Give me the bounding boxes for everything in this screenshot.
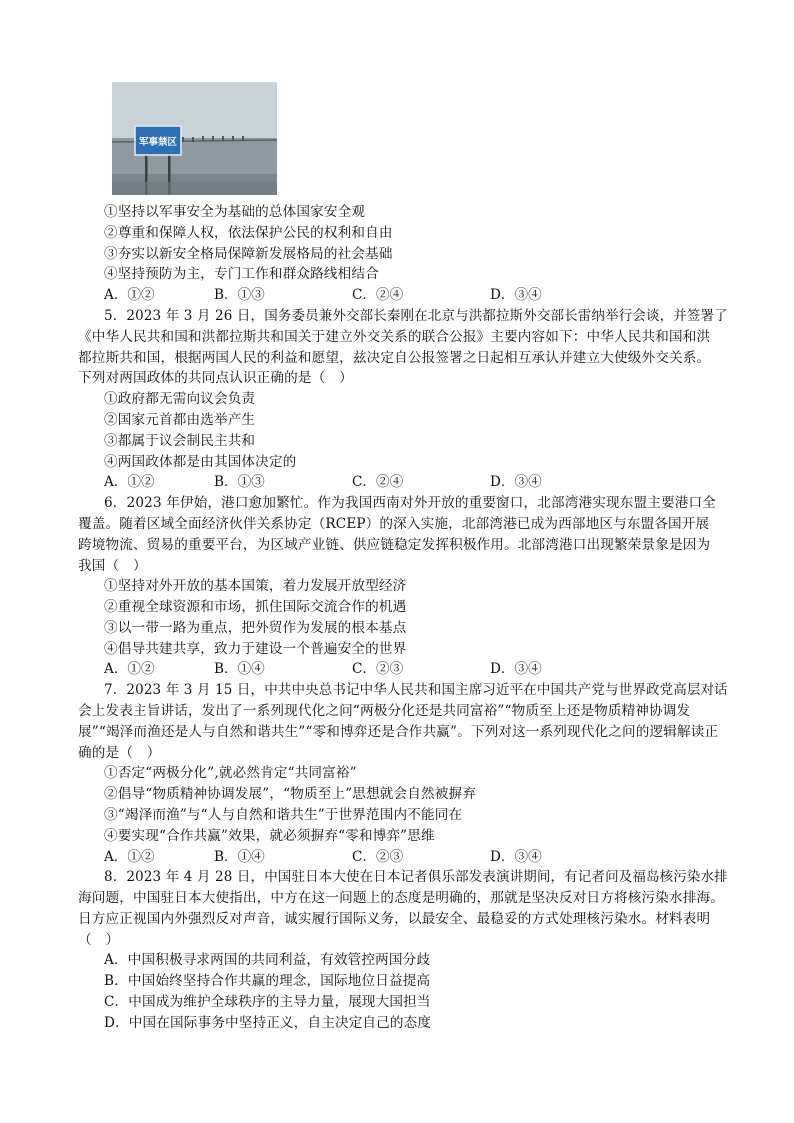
q6-option-d[interactable]: D．③④ [490,661,542,677]
q5-item-4: ④两国政体都是由其国体决定的 [104,454,297,470]
q5-item-3: ③都属于议会制民主共和 [104,433,256,449]
q6-stem-line-4: 我国（ ） [78,558,147,574]
military-zone-photo-graphic [112,82,277,195]
q7-stem-line-4: 确的是（ ） [78,745,161,761]
q4-option-d[interactable]: D．③④ [490,287,542,303]
q4-option-b[interactable]: B．①③ [214,287,265,303]
q4-item-4: ④坚持预防为主，专门工作和群众路线相结合 [104,266,379,282]
q6-option-b[interactable]: B．①④ [214,661,265,677]
military-zone-photo [112,82,277,195]
q8-option-b[interactable]: B．中国始终坚持合作共赢的理念，国际地位日益提高 [104,973,431,989]
q6-option-c[interactable]: C．②③ [352,661,404,677]
q8-stem-line-4: （ ） [78,932,120,948]
q5-item-1: ①政府都无需向议会负责 [104,391,256,407]
q4-option-c[interactable]: C．②④ [352,287,404,303]
foreground-shore [112,182,277,195]
q4-item-3: ③夯实以新安全格局保障新发展格局的社会基础 [104,246,393,262]
q7-option-c[interactable]: C．②③ [352,849,404,865]
q8-option-c[interactable]: C．中国成为维护全球秩序的主导力量，展现大国担当 [104,994,431,1010]
q8-stem-line-2: 海问题，中国驻日本大使指出，中方在这一问题上的态度是明确的，那就是坚决反对日方将核污染水排海。 [78,890,724,906]
q7-item-1: ①否定“两极分化”,就必然肯定“共同富裕” [104,765,357,781]
q5-item-2: ②国家元首都由选举产生 [104,412,256,428]
q7-stem-line-3: 展”“竭泽而渔还是人与自然和谐共生”“零和博弈还是合作共赢”。下列对这一系列现代化之问的逻辑解读正 [78,724,719,740]
q6-stem-line-2: 覆盖。随着区域全面经济伙伴关系协定（RCEP）的深入实施，北部湾港已成为西部地区与东盟各国开展 [78,516,710,532]
q7-item-4: ④要实现“合作共赢”效果，就必须摒弃“零和博弈”思维 [104,828,435,844]
q6-item-3: ③以一带一路为重点，把外贸作为发展的根本基点 [104,620,407,636]
q8-stem-line-1: 8．2023 年 4 月 28 日，中国驻日本大使在日本记者俱乐部发表演讲期间，有记者问及福岛核污染水排 [104,869,728,885]
q5-option-a[interactable]: A．①② [104,474,155,490]
q7-item-2: ②倡导“物质精神协调发展”，“物质至上”思想就会自然被摒弃 [104,786,476,802]
q6-item-4: ④倡导共建共享，致力于建设一个普遍安全的世界 [104,641,407,657]
q7-item-3: ③“竭泽而渔”与“人与自然和谐共生”于世界范围内不能同在 [104,807,463,823]
q7-option-b[interactable]: B．①④ [214,849,265,865]
q6-item-2: ②重视全球资源和市场，抓住国际交流合作的机遇 [104,599,407,615]
q5-stem-line-3: 都拉斯共和国，根据两国人民的利益和愿望，兹决定自公报签署之日起相互承认并建立大使级外交关系。 [78,350,711,366]
q5-option-b[interactable]: B．①③ [214,474,265,490]
q4-option-a[interactable]: A．①② [104,287,155,303]
q6-item-1: ①坚持对外开放的基本国策，着力发展开放型经济 [104,578,407,594]
q7-stem-line-2: 会上发表主旨讲话，发出了一系列现代化之问“两极分化还是共同富裕”“物质至上还是物质精神协调发 [78,703,691,719]
sign-text: 军事禁区 [138,137,178,148]
q4-item-2: ②尊重和保障人权，依法保护公民的权利和自由 [104,225,393,241]
q7-option-a[interactable]: A．①② [104,849,155,865]
q5-stem-line-4: 下列对两国政体的共同点认识正确的是（ ） [78,370,353,386]
q5-option-c[interactable]: C．②④ [352,474,404,490]
q7-option-d[interactable]: D．③④ [490,849,542,865]
q4-item-1: ①坚持以军事安全为基础的总体国家安全观 [104,204,366,220]
q6-stem-line-3: 跨境物流、贸易的重要平台，为区域产业链、供应链稳定发挥积极作用。北部湾港口出现繁荣景象是因为 [78,537,711,553]
q5-stem-line-2: 《中华人民共和国和洪都拉斯共和国关于建立外交关系的联合公报》主要内容如下：中华人民共和国和洪 [78,329,711,345]
q8-option-a[interactable]: A．中国积极寻求两国的共同利益，有效管控两国分歧 [104,952,431,968]
q7-stem-line-1: 7．2023 年 3 月 15 日，中共中央总书记中华人民共和国主席习近平在中国共产党与世界政党高层对话 [104,682,728,698]
q5-stem-line-1: 5．2023 年 3 月 26 日，国务委员兼外交部长秦刚在北京与洪都拉斯外交部长雷纳举行会谈，并签署了 [104,308,728,324]
q8-option-d[interactable]: D．中国在国际事务中坚持正义，自主决定自己的态度 [104,1015,432,1031]
q6-stem-line-1: 6．2023 年伊始，港口愈加繁忙。作为我国西南对外开放的重要窗口，北部湾港实现东盟主要港口全 [104,495,716,511]
q5-option-d[interactable]: D．③④ [490,474,542,490]
q6-option-a[interactable]: A．①② [104,661,155,677]
q8-stem-line-3: 日方应正视国内外强烈反对声音，诚实履行国际义务，以最安全、最稳妥的方式处理核污染水。材料表明 [78,911,711,927]
